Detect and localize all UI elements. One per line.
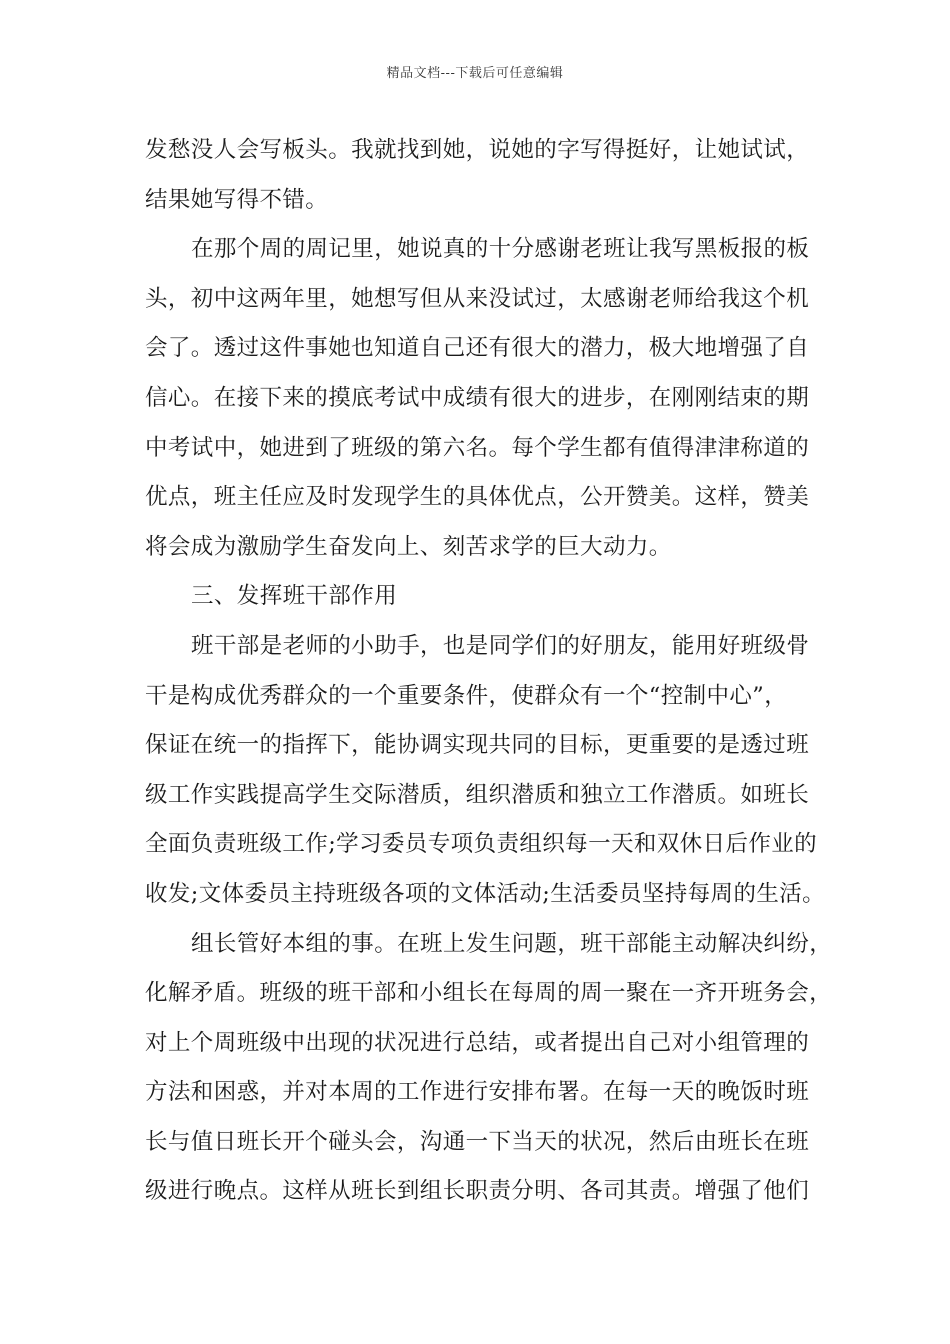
text-line: 组长管好本组的事。在班上发生问题，班干部能主动解决纠纷， <box>191 930 833 957</box>
text-line: 干是构成优秀群众的一个重要条件，使群众有一个“控制中心”， <box>145 682 788 709</box>
text-line: 结果她写得不错。 <box>145 186 329 213</box>
text-line: 中考试中，她进到了班级的第六名。每个学生都有值得津津称道的 <box>145 434 810 461</box>
text-line: 信心。在接下来的摸底考试中成绩有很大的进步，在刚刚结束的期 <box>145 384 810 411</box>
text-line: 优点，班主任应及时发现学生的具体优点，公开赞美。这样，赞美 <box>145 484 810 511</box>
text-line: 会了。透过这件事她也知道自己还有很大的潜力，极大地增强了自 <box>145 335 810 362</box>
text-line: 化解矛盾。班级的班干部和小组长在每周的周一聚在一齐开班务会， <box>145 980 833 1007</box>
text-line: 保证在统一的指挥下，能协调实现共同的目标，更重要的是透过班 <box>145 732 810 759</box>
text-line: 长与值日班长开个碰头会，沟通一下当天的状况，然后由班长在班 <box>145 1128 810 1155</box>
document-body <box>145 130 833 1221</box>
text-line: 将会成为激励学生奋发向上、刻苦求学的巨大动力。 <box>145 533 672 560</box>
section-heading: 三、发挥班干部作用 <box>191 583 398 610</box>
page-header: 精品文档---下载后可任意编辑 <box>386 66 564 81</box>
text-line: 头，初中这两年里，她想写但从来没试过，太感谢老师给我这个机 <box>145 285 810 312</box>
text-line: 收发;文体委员主持班级各项的文体活动;生活委员坚持每周的生活。 <box>145 880 826 907</box>
text-line: 班干部是老师的小助手，也是同学们的好朋友，能用好班级骨 <box>191 632 810 659</box>
text-line: 级工作实践提高学生交际潜质，组织潜质和独立工作潜质。如班长 <box>145 781 810 808</box>
text-line: 全面负责班级工作;学习委员专项负责组织每一天和双休日后作业的 <box>145 831 818 858</box>
text-line: 方法和困惑，并对本周的工作进行安排布署。在每一天的晚饭时班 <box>145 1079 810 1106</box>
text-line: 在那个周的周记里，她说真的十分感谢老班让我写黑板报的板 <box>191 236 810 263</box>
text-line: 级进行晚点。这样从班长到组长职责分明、各司其责。增强了他们 <box>145 1178 810 1205</box>
text-line: 对上个周班级中出现的状况进行总结，或者提出自己对小组管理的 <box>145 1029 810 1056</box>
text-line: 发愁没人会写板头。我就找到她，说她的字写得挺好，让她试试， <box>145 137 810 163</box>
